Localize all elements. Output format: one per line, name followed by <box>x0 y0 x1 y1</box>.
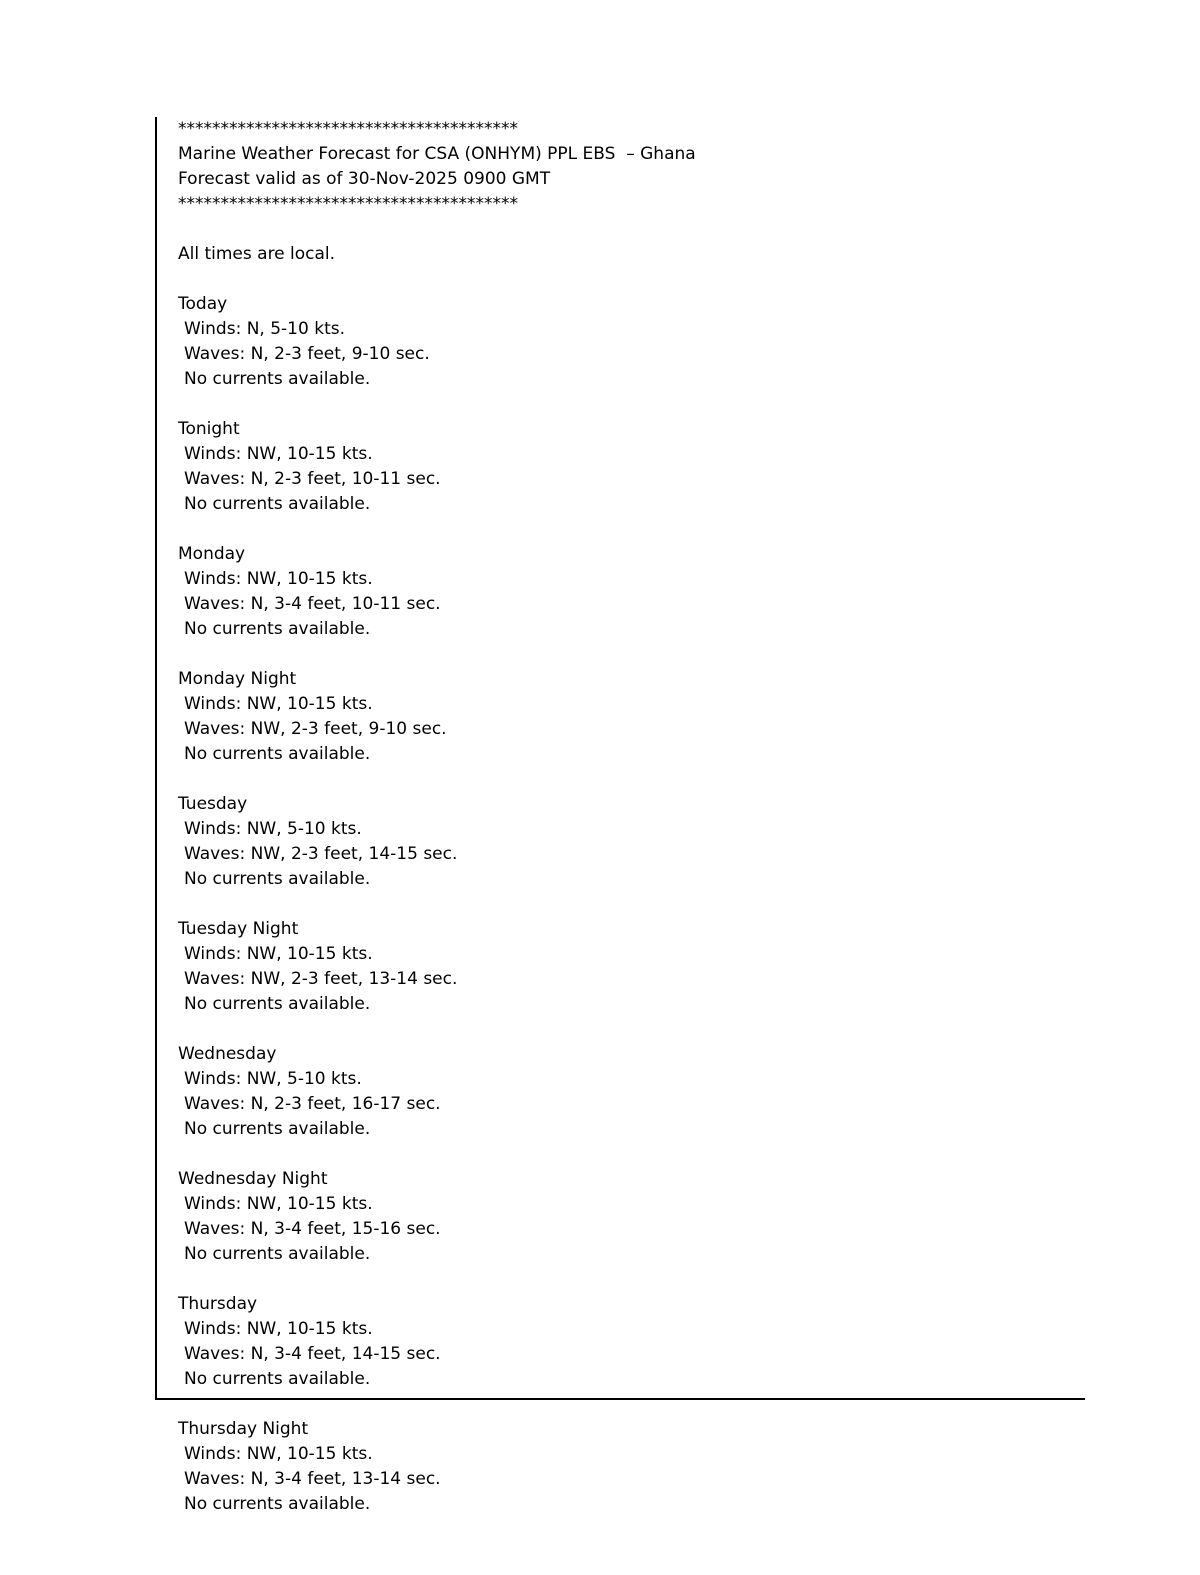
section-heading: Tonight <box>178 419 240 439</box>
section-heading: Tuesday Night <box>178 919 299 939</box>
currents-line: No currents available. <box>184 619 371 639</box>
winds-line: Winds: NW, 5-10 kts. <box>184 819 362 839</box>
winds-line: Winds: N, 5-10 kts. <box>184 319 345 339</box>
currents-line: No currents available. <box>184 494 371 514</box>
waves-line: Waves: N, 2-3 feet, 16-17 sec. <box>184 1094 441 1114</box>
forecast-document-frame <box>155 117 1085 1400</box>
validity-line: Forecast valid as of 30-Nov-2025 0900 GMT <box>178 169 551 189</box>
document-title: Marine Weather Forecast for CSA (ONHYM) PPL EBS – Ghana <box>178 144 696 164</box>
spacer <box>178 217 1085 242</box>
waves-line: Waves: N, 3-4 feet, 14-15 sec. <box>184 1344 441 1364</box>
currents-line: No currents available. <box>184 1494 371 1514</box>
currents-line: No currents available. <box>184 369 371 389</box>
waves-line: Waves: N, 3-4 feet, 10-11 sec. <box>184 594 441 614</box>
section-heading: Thursday <box>178 1294 258 1314</box>
winds-line: Winds: NW, 10-15 kts. <box>184 1319 373 1339</box>
winds-line: Winds: NW, 10-15 kts. <box>184 944 373 964</box>
winds-line: Winds: NW, 10-15 kts. <box>184 1194 373 1214</box>
spacer <box>178 392 1085 417</box>
section-heading: Tuesday <box>178 794 248 814</box>
winds-line: Winds: NW, 10-15 kts. <box>184 694 373 714</box>
waves-line: Waves: N, 3-4 feet, 15-16 sec. <box>184 1219 441 1239</box>
spacer <box>178 767 1085 792</box>
section-heading: Today <box>178 294 228 314</box>
times-note: All times are local. <box>178 244 336 264</box>
spacer <box>178 642 1085 667</box>
spacer <box>178 267 1085 292</box>
winds-line: Winds: NW, 10-15 kts. <box>184 1444 373 1464</box>
section-heading: Monday Night <box>178 669 297 689</box>
currents-line: No currents available. <box>184 994 371 1014</box>
section-heading: Wednesday <box>178 1044 277 1064</box>
spacer <box>178 1017 1085 1042</box>
waves-line: Waves: N, 3-4 feet, 13-14 sec. <box>184 1469 441 1489</box>
waves-line: Waves: NW, 2-3 feet, 9-10 sec. <box>184 719 447 739</box>
section-heading: Monday <box>178 544 246 564</box>
spacer <box>178 892 1085 917</box>
divider-bottom: **************************************** <box>178 194 518 214</box>
currents-line: No currents available. <box>184 744 371 764</box>
waves-line: Waves: N, 2-3 feet, 9-10 sec. <box>184 344 430 364</box>
currents-line: No currents available. <box>184 1244 371 1264</box>
currents-line: No currents available. <box>184 869 371 889</box>
waves-line: Waves: NW, 2-3 feet, 13-14 sec. <box>184 969 458 989</box>
spacer <box>178 1267 1085 1292</box>
divider-top: **************************************** <box>178 119 518 139</box>
section-heading: Wednesday Night <box>178 1169 328 1189</box>
section-heading: Thursday Night <box>178 1419 309 1439</box>
winds-line: Winds: NW, 10-15 kts. <box>184 444 373 464</box>
forecast-continuation <box>178 1417 441 1517</box>
spacer <box>178 517 1085 542</box>
currents-line: No currents available. <box>184 1119 371 1139</box>
winds-line: Winds: NW, 10-15 kts. <box>184 569 373 589</box>
spacer <box>178 1142 1085 1167</box>
currents-line: No currents available. <box>184 1369 371 1389</box>
waves-line: Waves: N, 2-3 feet, 10-11 sec. <box>184 469 441 489</box>
winds-line: Winds: NW, 5-10 kts. <box>184 1069 362 1089</box>
waves-line: Waves: NW, 2-3 feet, 14-15 sec. <box>184 844 458 864</box>
